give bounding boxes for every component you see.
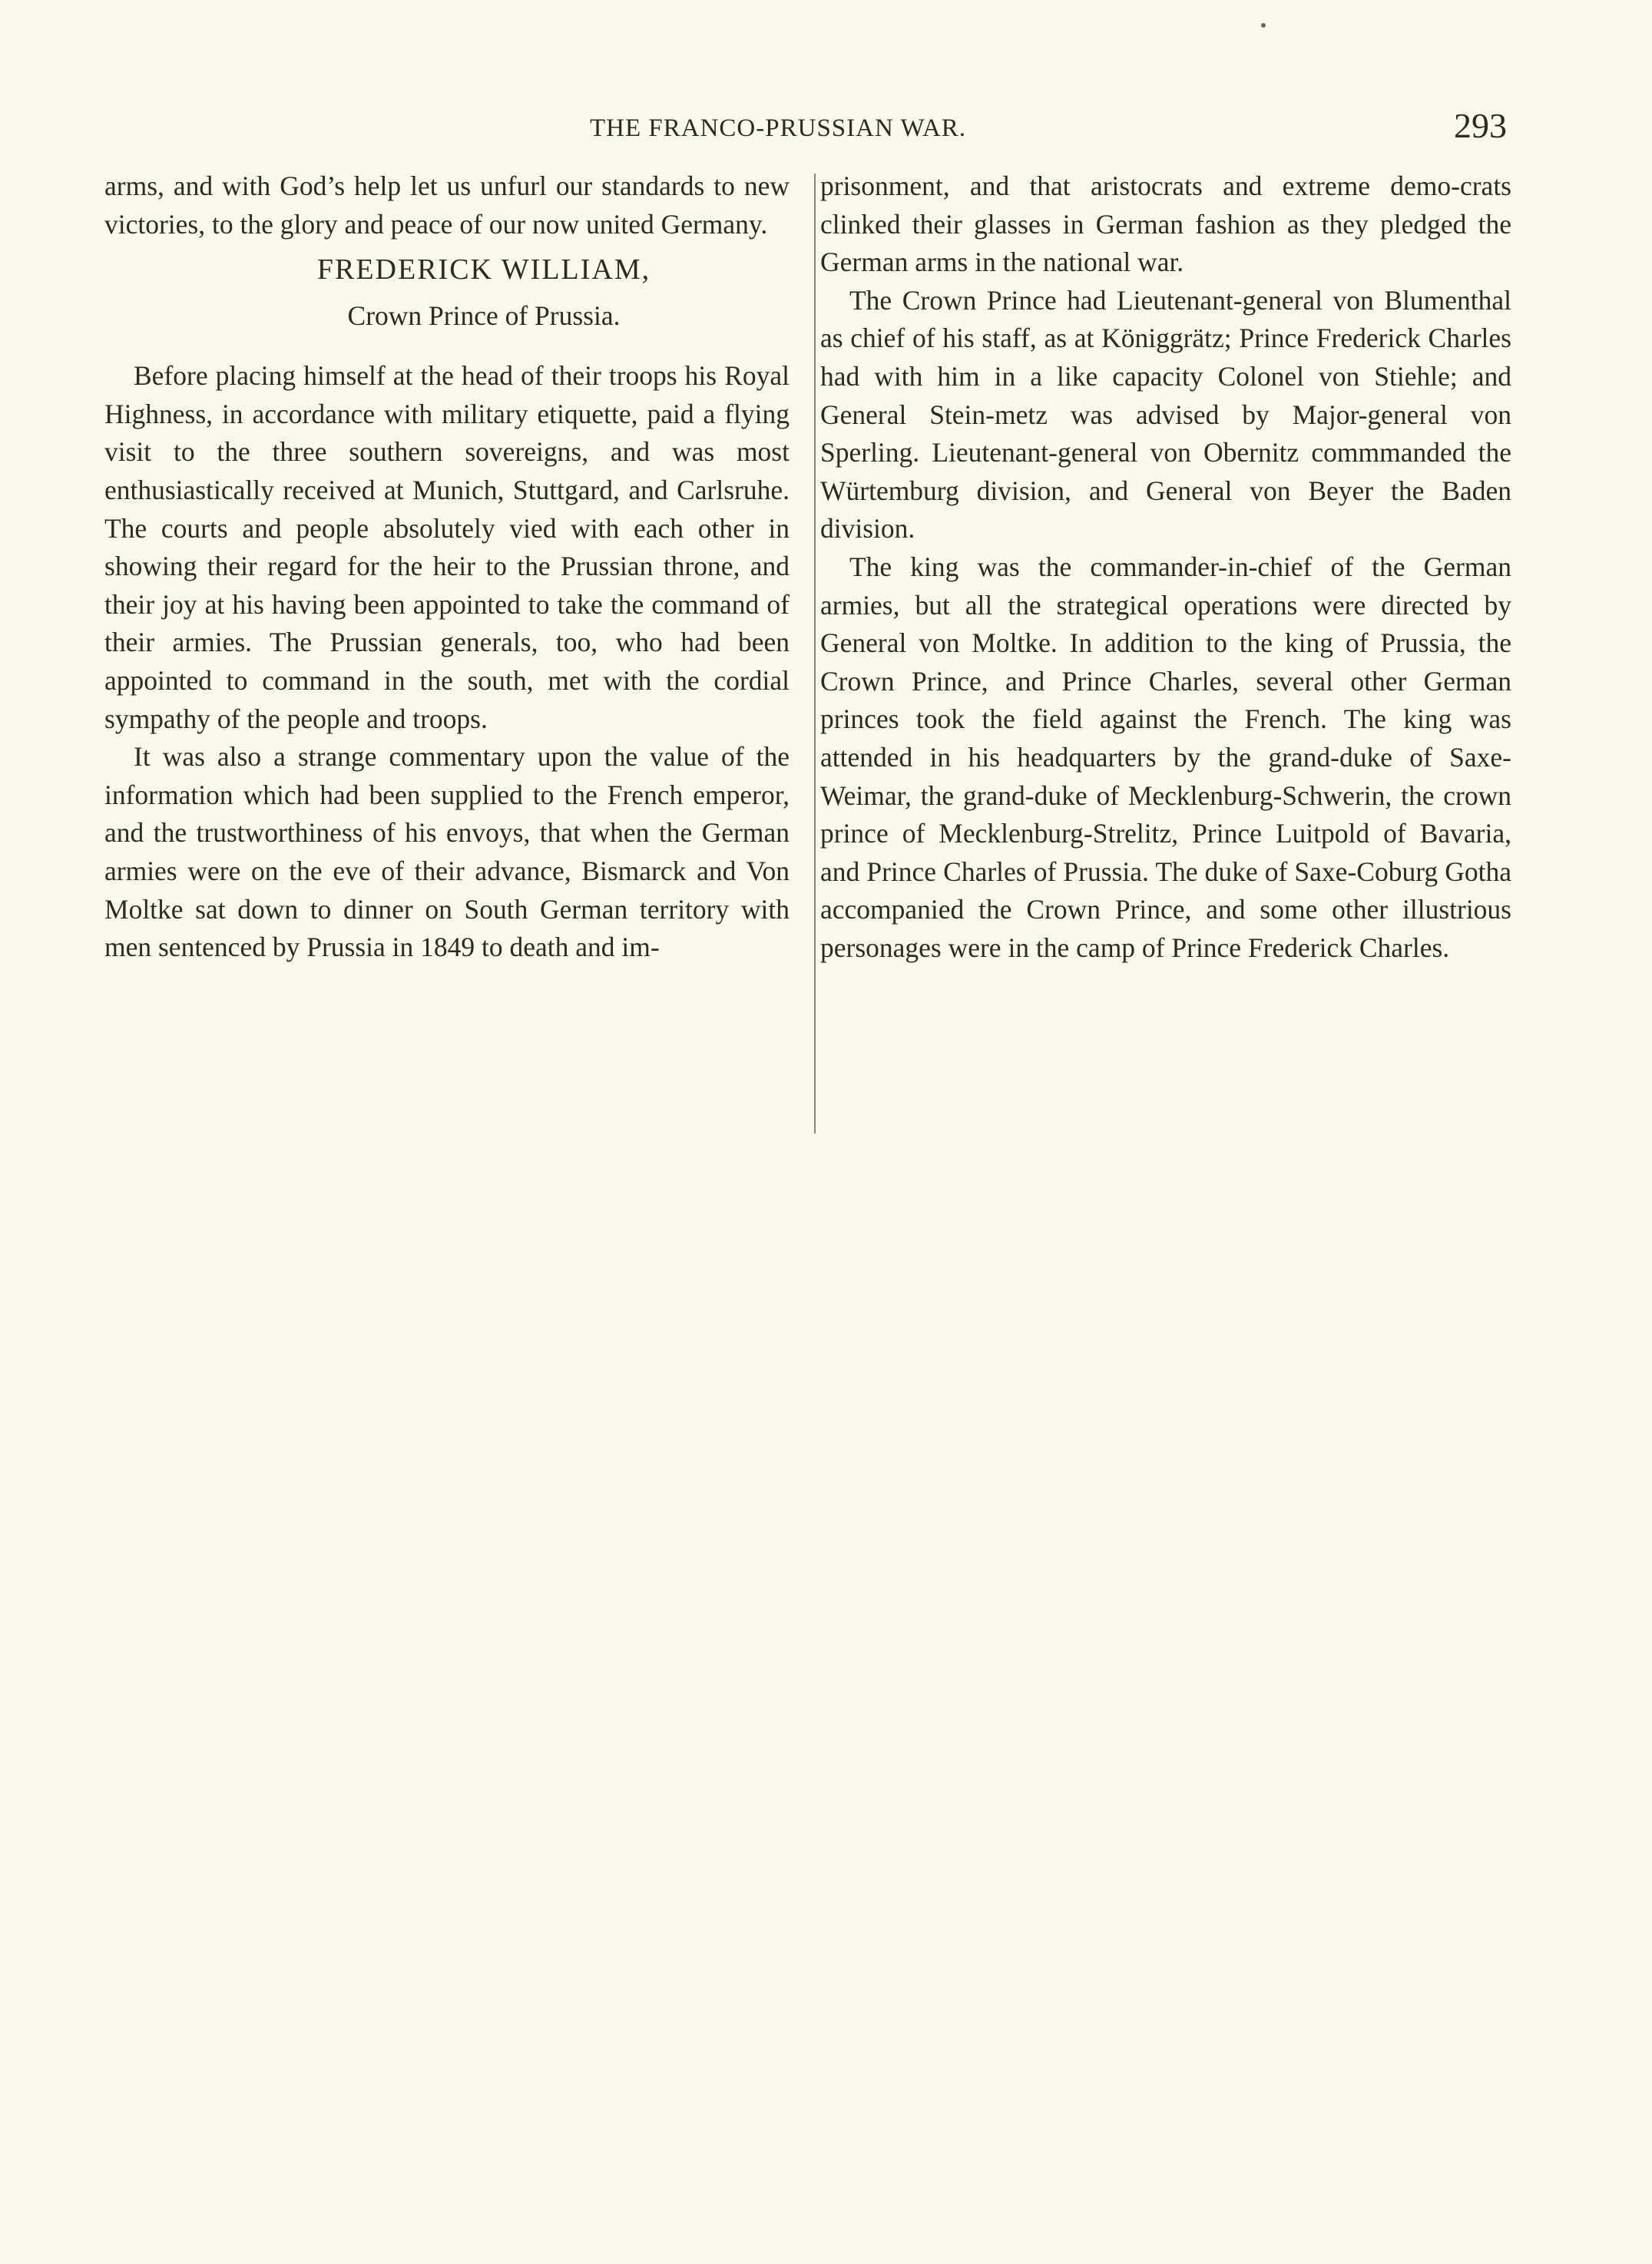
paragraph-royal-visit: Before placing himself at the head of their troops his Royal Highness, in accordance with military etiquette, paid a flying visit to the three southern sovereigns, and was most enthusiastically received at Munich, Stuttgard, and Carlsruhe. The courts and people absolutely vied with each other in showing their regard for the heir to the Prussian throne, and their joy at his having been appointed to take the command of their armies. The Prussian generals, too, who had been appointed to command in the south, met with the cordial sympathy of the people and troops.: [104, 360, 790, 734]
paragraph-commentary: It was also a strange commentary upon the value of the information which had been supplied to the French emperor, and the trustworthiness of his envoys, that when the German armies were on the eve of their advance, Bismarck and Von Moltke sat down to dinner on South German territory with men sentenced by Prussia in 1849 to death and im-: [104, 741, 790, 963]
signature-title: Crown Prince of Prussia.: [347, 300, 621, 332]
opening-paragraph: arms, and with God’s help let us unfurl our standards to new victories, to the glory and peace of our now united Germany.: [104, 170, 790, 240]
page-number: 293: [1454, 106, 1507, 145]
continuation-paragraph: prisonment, and that aristocrats and extreme demo-crats clinked their glasses in German fashion as they pledged the German arms in the national war.: [820, 170, 1511, 278]
right-column: [820, 167, 1511, 967]
paragraph-king-command: The king was the commander-in-chief of the German armies, but all the strategical operations were directed by General von Moltke. In addition to the king of Prussia, the Crown Prince, and Prince Charles, several other German princes took the field against the French. The king was attended in his headquarters by the grand-duke of Saxe-Weimar, the grand-duke of Mecklenburg-Schwerin, the crown prince of Mecklenburg-Strelitz, Prince Luitpold of Bavaria, and Prince Charles of Prussia. The duke of Saxe-Coburg Gotha accompanied the Crown Prince, and some other illustrious personages were in the camp of Prince Frederick Charles.: [820, 551, 1511, 963]
signature-name: FREDERICK WILLIAM,: [316, 253, 651, 286]
column-divider: [814, 174, 816, 1134]
running-title: THE FRANCO-PRUSSIAN WAR.: [590, 114, 967, 142]
running-head: [0, 106, 1652, 147]
print-speck: [1261, 23, 1266, 28]
left-column: [104, 167, 790, 967]
signature-block: [104, 247, 790, 339]
paragraph-staff: The Crown Prince had Lieutenant-general von Blumenthal as chief of his staff, as at Königgrätz; Prince Frederick Charles had with him in a like capacity Colonel von Stiehle; and General Stein-metz was advised by Major-general von Sperling. Lieutenant-general von Obernitz commmanded the Würtemburg division, and General von Beyer the Baden division.: [820, 284, 1511, 544]
